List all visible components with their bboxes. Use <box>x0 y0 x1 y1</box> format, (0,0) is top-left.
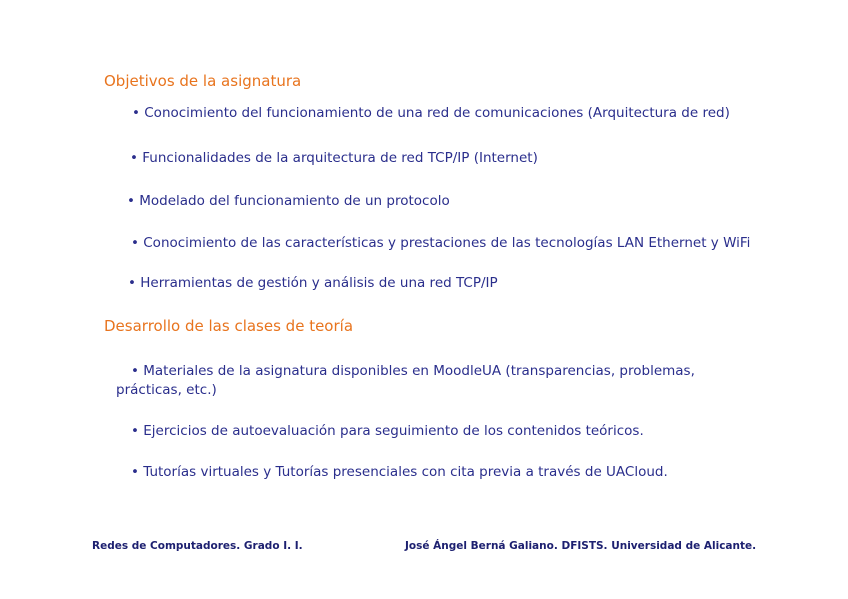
section-title-objetivos: Objetivos de la asignatura <box>104 72 302 90</box>
list-item-objective-5: • Herramientas de gestión y análisis de una red TCP/IP <box>128 275 498 291</box>
list-item-objective-4: • Conocimiento de las características y prestaciones de las tecnologías LAN Ethernet y WiFi <box>131 235 751 251</box>
list-item-development-3: • Tutorías virtuales y Tutorías presenciales con cita previa a través de UACloud. <box>131 464 668 480</box>
section-title-desarrollo: Desarrollo de las clases de teoría <box>104 317 354 335</box>
footer-course: Redes de Computadores. Grado I. I. <box>92 540 303 552</box>
list-item-development-2: • Ejercicios de autoevaluación para seguimiento de los contenidos teóricos. <box>131 423 644 439</box>
list-item-objective-1: • Conocimiento del funcionamiento de una red de comunicaciones (Arquitectura de red) <box>132 105 730 121</box>
list-item-objective-2: • Funcionalidades de la arquitectura de red TCP/IP (Internet) <box>130 150 538 166</box>
footer-author: José Ángel Berná Galiano. DFISTS. Universidad de Alicante. <box>405 540 757 552</box>
list-item-objective-3: • Modelado del funcionamiento de un protocolo <box>127 193 450 209</box>
list-item-development-1: • Materiales de la asignatura disponibles en MoodleUA (transparencias, problemas, prácticas, etc.) <box>116 363 695 398</box>
